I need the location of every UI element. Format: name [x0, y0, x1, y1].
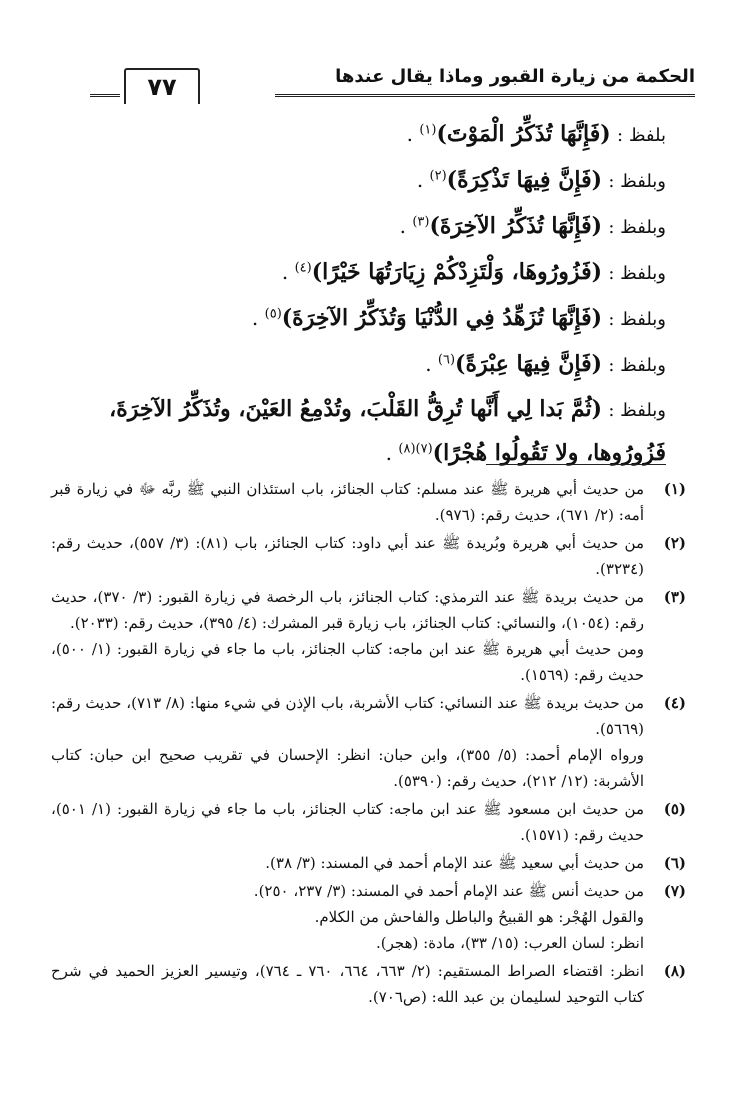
footnote-number: (٧)	[663, 882, 686, 900]
hadith-quote: (فَإِنَّهَا تُزَهِّدُ فِي الدُّنْيَا وَتُذَكِّرُ الآخِرَةَ)	[281, 305, 602, 331]
footnote-ref: (١)	[419, 122, 437, 138]
footnote-text: والقول الهُجْر: هو القبيحُ والباطل والفاحش من الكلام.	[314, 908, 644, 926]
line-end: .	[385, 441, 393, 465]
footnote-body	[51, 690, 644, 794]
footnote-body	[51, 796, 644, 848]
footnote	[51, 690, 686, 794]
text-line	[56, 158, 666, 204]
main-text	[56, 112, 666, 474]
line-prefix: وبلفظ :	[608, 263, 666, 284]
text-line	[56, 204, 666, 250]
footnote-text: من حديث بريدة ﷺ عند الترمذي: كتاب الجنائز، باب الرخصة في زيارة القبور: (٣/ ٣٧٠)، حديث رقم: (١٠٥٤)، والنسائي: كتاب الجنائز، باب زيارة قبر المشرك: (٤/ ٣٩٥)، حديث رقم: (٢٠٣٣).	[51, 588, 644, 632]
footnote	[51, 476, 686, 528]
hadith-quote: (فَإِنَّهَا تُذَكِّرُ الآخِرَةَ)	[429, 213, 602, 239]
line-end: .	[406, 122, 413, 146]
footnote-ref: (٧)(٨)	[398, 441, 433, 457]
hadith-quote: (فَإِنَّ فِيهَا عِبْرَةً)	[455, 351, 602, 377]
footnote-number: (٤)	[663, 694, 686, 712]
footnote-text: من حديث أبي سعيد ﷺ عند الإمام أحمد في المسند: (٣/ ٣٨).	[265, 854, 644, 872]
footnote	[51, 530, 686, 582]
text-line	[56, 296, 666, 342]
hadith-quote: (فَإِنَّهَا تُذَكِّرُ الْمَوْتَ)	[436, 121, 611, 147]
hadith-quote: (فَزُورُوهَا، وَلْتَزِدْكُمْ زِيَارَتُهَا خَيْرًا)	[311, 259, 602, 285]
text-line-last	[56, 388, 666, 474]
footnote-text: من حديث ابن مسعود ﷺ عند ابن ماجه: كتاب الجنائز، باب ما جاء في زيارة القبور: (١/ ٥٠١)، حديث رقم: (١٥٧١).	[51, 800, 644, 844]
footnote-body	[51, 878, 644, 956]
footnote-ref: (٢)	[429, 168, 447, 184]
line-end: .	[251, 306, 259, 330]
text-line	[56, 112, 666, 158]
header-rule-left	[90, 94, 120, 100]
footnote-body	[51, 958, 644, 1010]
footnote-text: انظر: اقتضاء الصراط المستقيم: (٢/ ٦٦٣، ٦٦٤، ٧٦٠ ـ ٧٦٤)، وتيسير العزيز الحميد في شرح كتاب التوحيد لسليمان بن عبد الله: (ص٧٠٦).	[51, 962, 645, 1006]
running-title: الحكمة من زيارة القبور وماذا يقال عندها	[335, 66, 695, 87]
footnote-ref: (٥)	[264, 306, 282, 322]
footnote-number: (٨)	[663, 962, 686, 980]
footnote-text: من حديث بريدة ﷺ عند النسائي: كتاب الأشربة، باب الإذن في شيء منها: (٨/ ٧١٣)، حديث رقم: (٥٦٦٩).	[51, 694, 645, 738]
line-end: .	[399, 214, 406, 238]
line-end: .	[416, 168, 424, 192]
line-prefix: وبلفظ :	[608, 355, 666, 376]
line-prefix: وبلفظ :	[608, 217, 666, 238]
footnote-text: انظر: لسان العرب: (١٥/ ٣٣)، مادة: (هجر).	[376, 934, 644, 952]
footnote	[51, 958, 686, 1010]
hadith-quote: (فَإِنَّ فِيهَا تَذْكِرَةً)	[446, 167, 602, 193]
footnote-text: ومن حديث أبي هريرة ﷺ عند ابن ماجه: كتاب الجنائز، باب ما جاء في زيارة القبور: (١/ ٥٠٠)، حديث رقم: (١٥٦٩).	[51, 640, 644, 684]
line-prefix: وبلفظ :	[608, 309, 666, 330]
footnote-body	[51, 476, 644, 528]
footnote-body	[51, 584, 644, 688]
footnote-separator	[486, 464, 666, 465]
footnote-text: من حديث أبي هريرة وبُريدة ﷺ عند أبي داود: كتاب الجنائز، باب (٨١): (٣/ ٥٥٧)، حديث رقم: (٣٢٣٤).	[51, 534, 644, 578]
footnote	[51, 796, 686, 848]
footnote-number: (٣)	[663, 588, 686, 606]
footnote-ref: (٦)	[437, 352, 456, 368]
footnote-body	[51, 850, 644, 876]
text-line	[56, 250, 666, 296]
line-end: .	[425, 352, 432, 376]
hadith-quote: (ثُمَّ بَدا لِي أَنَّها تُرِقُّ القَلْبَ، وتُدْمِعُ العَيْنَ، وتُذَكِّرُ الآخِرَةَ، فَزُورُوها، ولا تَقُولُوا هُجْرًا)	[109, 396, 666, 466]
footnote-number: (٥)	[663, 800, 686, 818]
text-line	[56, 342, 666, 388]
line-prefix: بلفظ :	[617, 125, 666, 146]
footnote-text: ورواه الإمام أحمد: (٥/ ٣٥٥)، وابن حبان: انظر: الإحسان في تقريب صحيح ابن حبان: كتاب الأشربة: (١٢/ ٢١٢)، حديث رقم: (٥٣٩٠).	[51, 746, 645, 790]
line-prefix: وبلفظ :	[608, 171, 666, 192]
page-number: ٧٧	[124, 68, 200, 104]
header-rule	[275, 94, 695, 100]
footnote-body	[51, 530, 644, 582]
footnote-text: من حديث أبي هريرة ﷺ عند مسلم: كتاب الجنائز، باب استئذان النبي ﷺ ربَّه ﷻ في زيارة قبر أمه: (٢/ ٦٧١)، حديث رقم: (٩٧٦).	[51, 480, 644, 524]
footnote-number: (١)	[663, 480, 686, 498]
line-end: .	[281, 260, 289, 284]
footnotes	[51, 476, 686, 1012]
footnote-ref: (٤)	[294, 260, 312, 276]
footnote	[51, 850, 686, 876]
footnote	[51, 878, 686, 956]
footnote-number: (٦)	[663, 854, 686, 872]
footnote-ref: (٣)	[412, 214, 430, 230]
line-prefix: وبلفظ :	[608, 400, 666, 421]
footnote-text: من حديث أنس ﷺ عند الإمام أحمد في المسند: (٣/ ٢٣٧، ٢٥٠).	[253, 882, 644, 900]
footnote	[51, 584, 686, 688]
footnote-number: (٢)	[663, 534, 686, 552]
page-header	[90, 58, 695, 102]
